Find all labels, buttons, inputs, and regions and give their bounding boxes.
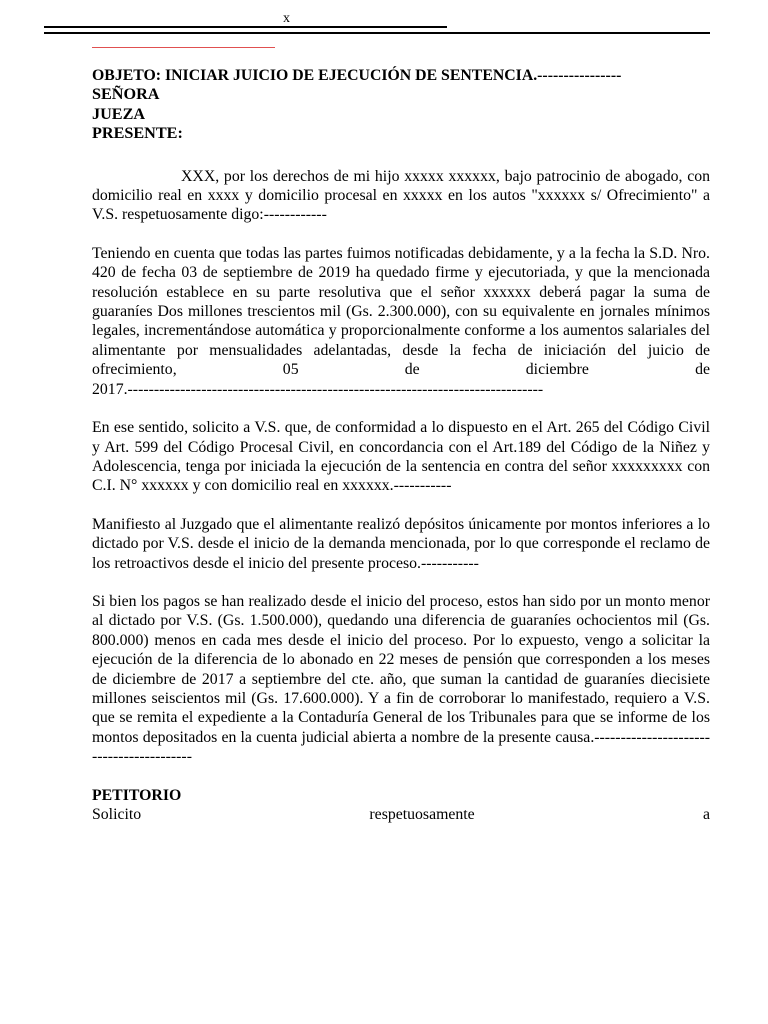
- red-underline: [92, 47, 275, 48]
- paragraph-sentencia-main: Teniendo en cuenta que todas las partes fuimos notificadas debidamente, y a la fecha la S.D. Nro. 420 de fecha 03 de septiembre de 2019 ha quedado firme y ejecutoriada, y que la mencionada resolución establece en su parte resolutiva que el señor xxxxxx deberá pagar la suma de guaraníes Dos millones trescientos mil (Gs. 2.300.000), con su equivalente en jornales mínimos legales, incrementándose automática y proporcionalmente conforme a los aumentos salariales del alimentante por mensualidades adelantadas, desde la fecha de iniciación del juicio de ofrecimiento, 05 de diciembre de: [92, 244, 710, 379]
- petitorio-heading: PETITORIO: [92, 786, 182, 804]
- intro-paragraph: XXX, por los derechos de mi hijo xxxxx xxxxxx, bajo patrocinio de abogado, con domicilio real en xxxx y domicilio procesal en xxxxx en los autos "xxxxxx s/ Ofrecimiento" a V.S. respetuosamente digo:------------: [92, 167, 710, 224]
- header-rule-short: [44, 26, 447, 28]
- paragraph-pagos: Si bien los pagos se han realizado desde el inicio del proceso, estos han sido por un monto menor al dictado por V.S. (Gs. 1.500.000), quedando una diferencia de guaraníes ochocientos mil (Gs. 800.000) menos en cada mes desde el inicio del proceso. Por lo expuesto, vengo a solicitar la ejecución de la diferencia de lo abonado en 22 meses de pensión que corresponden a los meses de diciembre de 2017 a septiembre del cte. año, que suman la cantidad de guaraníes diecisiete millones seiscientos mil (Gs. 17.600.000). Y a fin de corroborar lo manifestado, requiero a V.S. que se remita el expediente a la Contaduría General de los Tribunales para que se informe de los montos depositados en la cuenta judicial abierta a nombre de la presente causa.-----------------------------------------: [92, 592, 710, 766]
- paragraph-sentencia-tail: 2017.-------------------------------------------------------------------------------: [92, 380, 544, 398]
- addressee-line: JUEZA: [92, 104, 146, 123]
- petitorio-word: a: [702, 806, 710, 823]
- paragraph-sentencia: [92, 244, 710, 399]
- paragraph-manifiesto: Manifiesto al Juzgado que el alimentante realizó depósitos únicamente por montos inferiores a lo dictado por V.S. desde el inicio de la demanda mencionada, por lo que corresponde el reclamo de los retroactivos desde el inicio del presente proceso.-----------: [92, 515, 710, 572]
- objeto-heading: OBJETO: INICIAR JUICIO DE EJECUCIÓN DE SENTENCIA.----------------: [92, 67, 622, 84]
- addressee-line: PRESENTE:: [92, 124, 183, 143]
- header-rule-long: [44, 32, 710, 34]
- document-body: [92, 66, 710, 824]
- header-mark: x: [283, 11, 290, 26]
- addressee-block: [92, 85, 710, 143]
- addressee-line: SEÑORA: [92, 85, 160, 104]
- paragraph-solicitud: En ese sentido, solicito a V.S. que, de conformidad a lo dispuesto en el Art. 265 del Código Civil y Art. 599 del Código Procesal Civil, en concordancia con el Art.189 del Código de la Niñez y Adolescencia, tenga por iniciada la ejecución de la sentencia en contra del señor xxxxxxxxx con C.I. N° xxxxxx y con domicilio real en xxxxxx.-----------: [92, 419, 710, 495]
- petitorio-word: Solicito: [92, 806, 142, 823]
- petitorio-first-line: [92, 805, 710, 824]
- petitorio-word: respetuosamente: [369, 806, 475, 823]
